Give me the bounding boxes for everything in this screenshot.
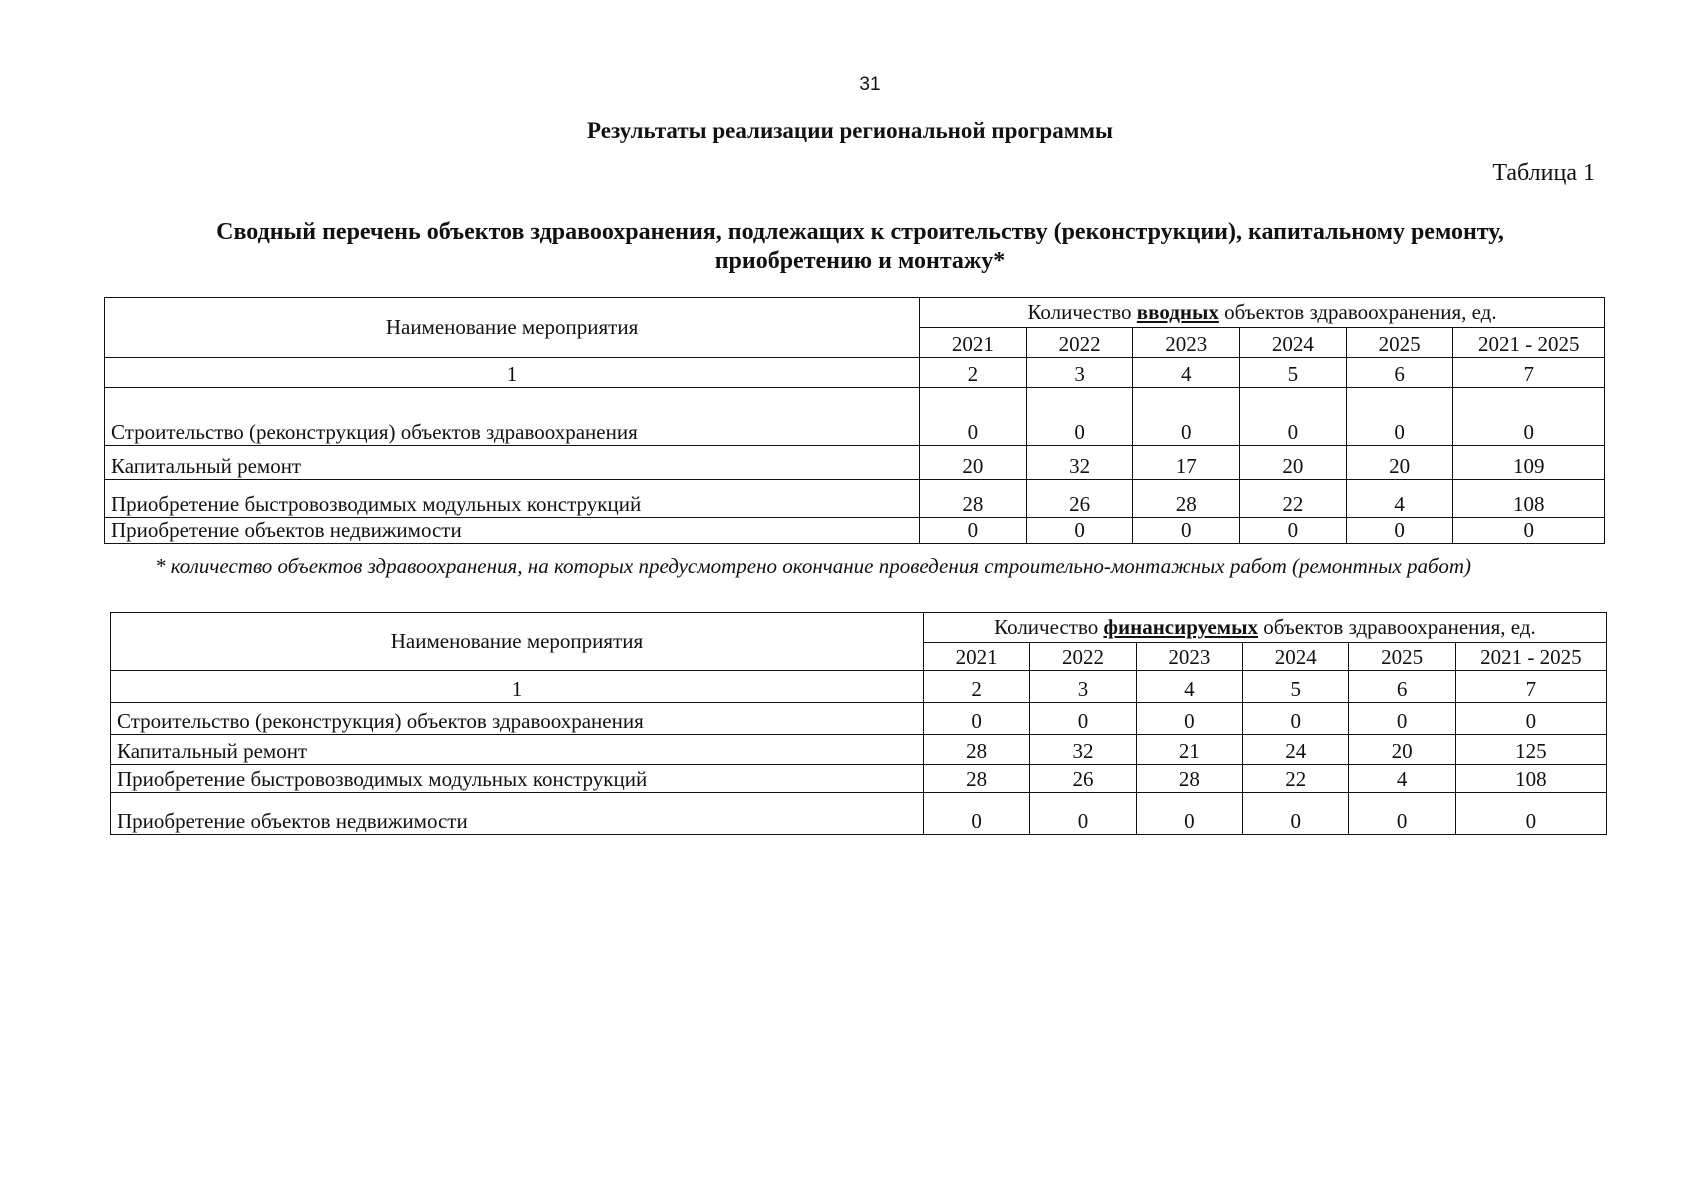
column-number: 4 [1133,358,1240,388]
cell-value: 0 [920,518,1027,544]
row-name: Капитальный ремонт [105,446,920,480]
table-row [105,480,1605,518]
cell-value: 0 [1349,703,1455,735]
cell-value: 109 [1453,446,1605,480]
column-number: 3 [1030,671,1136,703]
cell-value: 20 [1346,446,1453,480]
column-number: 7 [1453,358,1605,388]
cell-value: 0 [1133,518,1240,544]
cell-value: 0 [1136,793,1242,835]
row-name: Приобретение быстровозводимых модульных конструкций [105,480,920,518]
year-header: 2021 [920,328,1027,358]
column-number: 3 [1026,358,1133,388]
cell-value: 0 [1133,388,1240,446]
cell-value: 26 [1030,765,1136,793]
column-number: 7 [1455,671,1606,703]
name-column-header: Наименование мероприятия [111,613,924,671]
row-name: Строительство (реконструкция) объектов здравоохранения [111,703,924,735]
column-number: 6 [1346,358,1453,388]
main-title: Результаты реализации региональной программы [587,118,1113,143]
year-header: 2023 [1133,328,1240,358]
cell-value: 0 [1346,518,1453,544]
cell-value: 0 [1346,388,1453,446]
cell-value: 26 [1026,480,1133,518]
cell-value: 28 [923,765,1029,793]
row-name: Капитальный ремонт [111,735,924,765]
cell-value: 0 [1030,703,1136,735]
cell-value: 20 [920,446,1027,480]
cell-value: 22 [1243,765,1349,793]
cell-value: 0 [1030,793,1136,835]
column-number: 1 [105,358,920,388]
footnote: * количество объектов здравоохранения, на которых предусмотрено окончание проведения строительно-монтажных работ (ремонтных работ) [155,554,1471,578]
cell-value: 0 [1455,703,1606,735]
cell-value: 0 [923,793,1029,835]
group-header-pre: Количество [994,615,1104,639]
cell-value: 21 [1136,735,1242,765]
commissioned-objects-table [104,297,1605,544]
cell-value: 20 [1349,735,1455,765]
row-name: Приобретение объектов недвижимости [105,518,920,544]
table-row [111,765,1607,793]
column-number: 2 [920,358,1027,388]
year-header: 2025 [1346,328,1453,358]
cell-value: 28 [1136,765,1242,793]
table-row [111,793,1607,835]
year-header: 2024 [1240,328,1347,358]
cell-value: 0 [1243,703,1349,735]
year-header: 2021 [923,643,1029,671]
cell-value: 20 [1240,446,1347,480]
page-number: 31 [859,74,881,95]
group-header-post: объектов здравоохранения, ед. [1258,615,1536,639]
cell-value: 28 [1133,480,1240,518]
group-header-emphasis: финансируемых [1103,615,1258,639]
cell-value: 0 [1136,703,1242,735]
cell-value: 108 [1453,480,1605,518]
cell-value: 0 [1453,518,1605,544]
cell-value: 108 [1455,765,1606,793]
cell-value: 0 [1349,793,1455,835]
year-header: 2022 [1026,328,1133,358]
column-number: 6 [1349,671,1455,703]
row-name: Приобретение объектов недвижимости [111,793,924,835]
cell-value: 0 [923,703,1029,735]
table-row [111,703,1607,735]
year-header: 2021 - 2025 [1453,328,1605,358]
name-column-header: Наименование мероприятия [105,298,920,358]
cell-value: 0 [1026,388,1133,446]
table-row [105,446,1605,480]
cell-value: 32 [1030,735,1136,765]
cell-value: 0 [1455,793,1606,835]
financed-objects-table [110,612,1607,835]
cell-value: 17 [1133,446,1240,480]
table-subtitle [125,218,1595,276]
column-number: 5 [1240,358,1347,388]
subtitle-line-1: Сводный перечень объектов здравоохранения, подлежащих к строительству (реконструкции), капитальному ремонту, [216,219,1504,245]
group-header [920,298,1605,328]
group-header [923,613,1606,643]
cell-value: 32 [1026,446,1133,480]
cell-value: 125 [1455,735,1606,765]
year-header: 2025 [1349,643,1455,671]
subtitle-line-2: приобретению и монтажу* [714,248,1006,274]
group-header-emphasis: вводных [1136,300,1219,324]
cell-value: 4 [1346,480,1453,518]
cell-value: 4 [1349,765,1455,793]
cell-value: 0 [920,388,1027,446]
cell-value: 28 [920,480,1027,518]
year-header: 2022 [1030,643,1136,671]
column-number: 1 [111,671,924,703]
year-header: 2021 - 2025 [1455,643,1606,671]
column-number: 4 [1136,671,1242,703]
cell-value: 22 [1240,480,1347,518]
cell-value: 0 [1240,518,1347,544]
column-number: 2 [923,671,1029,703]
table-label: Таблица 1 [1492,160,1595,186]
year-header: 2024 [1243,643,1349,671]
cell-value: 0 [1453,388,1605,446]
table-row [111,735,1607,765]
row-name: Приобретение быстровозводимых модульных конструкций [111,765,924,793]
cell-value: 0 [1026,518,1133,544]
group-header-pre: Количество [1027,300,1137,324]
row-name: Строительство (реконструкция) объектов здравоохранения [105,388,920,446]
cell-value: 0 [1243,793,1349,835]
table-row [105,388,1605,446]
table-row [105,518,1605,544]
cell-value: 0 [1240,388,1347,446]
cell-value: 28 [923,735,1029,765]
cell-value: 24 [1243,735,1349,765]
year-header: 2023 [1136,643,1242,671]
group-header-post: объектов здравоохранения, ед. [1218,300,1497,324]
column-number: 5 [1243,671,1349,703]
